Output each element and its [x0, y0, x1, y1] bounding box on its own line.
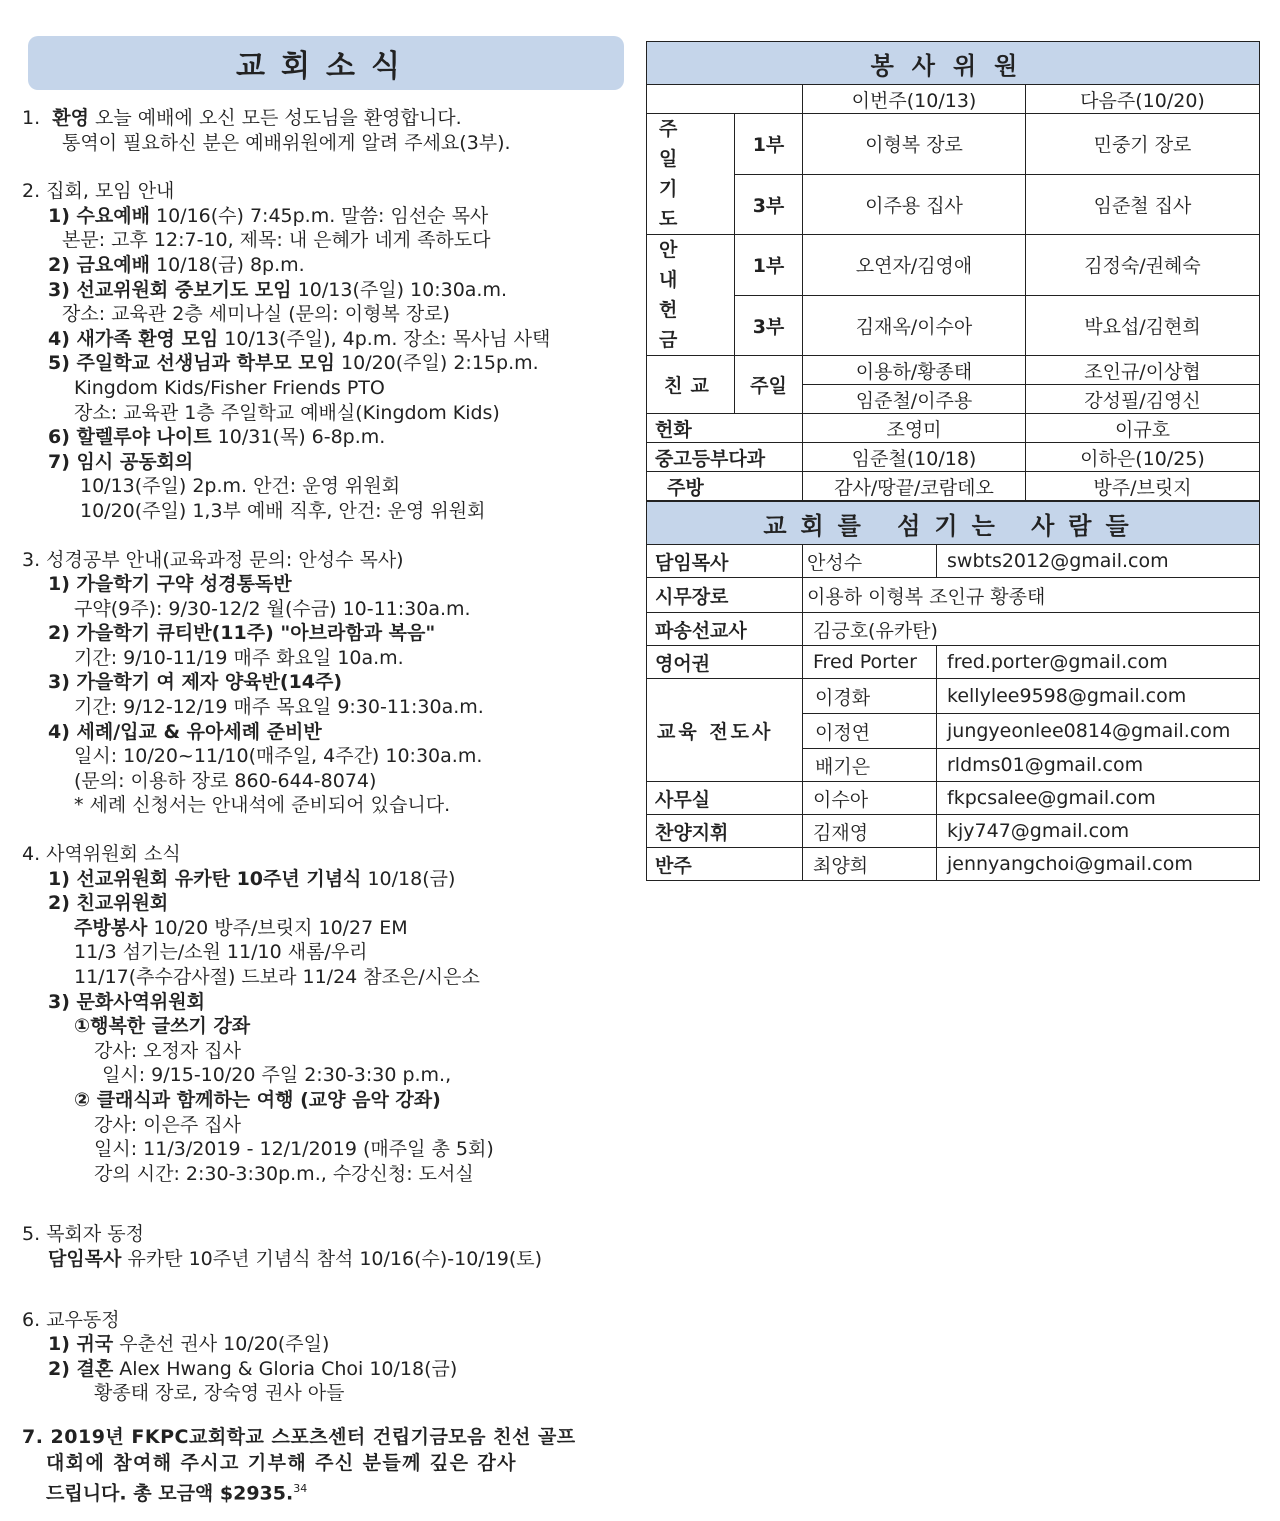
choir-name: 김재영 — [803, 815, 937, 848]
youth-label: 중고등부다과 — [647, 443, 803, 472]
s2-item-4: 4) 새가족 환영 모임 10/13(주일), 4p.m. 장소: 목사님 사택 — [48, 327, 551, 350]
s4-item-3b-time: 강의 시간: 2:30-3:30p.m., 수강신청: 도서실 — [94, 1162, 474, 1185]
s4-item-3: 3) 문화사역위원회 — [48, 990, 205, 1013]
prayer-3-next: 임준철 집사 — [1026, 174, 1260, 235]
s2-item-1-detail: 본문: 고후 12:7-10, 제목: 내 은혜가 네게 족하도다 — [62, 229, 491, 252]
s6-item-1: 1) 귀국 우춘선 권사 10/20(주일) — [48, 1333, 330, 1356]
s2-heading: 2. 집회, 모임 안내 — [22, 180, 175, 203]
kitchen-next: 방주/브릿지 — [1026, 472, 1260, 501]
s4-item-2-kitchen: 주방봉사 10/20 방주/브릿지 10/27 EM — [74, 916, 408, 939]
s6-item-2-detail: 황종태 장로, 장숙영 권사 아들 — [94, 1382, 345, 1405]
s4-item-2-line4: 11/17(추수감사절) 드보라 11/24 참조은/시은소 — [74, 966, 480, 988]
s7-notice — [22, 1424, 628, 1505]
s2-item-7: 7) 임시 공동회의 — [48, 450, 194, 473]
s1-line2: 통역이 필요하신 분은 예배위원에게 알려 주세요(3부). — [62, 131, 511, 154]
office-email: fkpcsalee@gmail.com — [937, 782, 1260, 815]
s3-item-4-detail: 일시: 10/20~11/10(매주일, 4주간) 10:30a.m. — [74, 745, 483, 768]
english-email: fred.porter@gmail.com — [937, 646, 1260, 679]
fellowship-next-b: 강성필/김영신 — [1026, 385, 1260, 414]
news-list — [22, 106, 632, 1406]
s2-item-3: 3) 선교위원회 중보기도 모임 10/13(주일) 10:30a.m. — [48, 278, 508, 301]
fellowship-label: 친교 — [647, 356, 735, 414]
accomp-label: 반주 — [647, 848, 803, 881]
s6-item-2: 2) 결혼 Alex Hwang & Gloria Choi 10/18(금) — [48, 1357, 458, 1380]
edu-label: 교육 전도사 — [647, 679, 803, 782]
s3-item-3: 3) 가을학기 여 제자 양육반(14주) — [48, 671, 343, 694]
fellowship-this-a: 이용하/황종태 — [803, 356, 1026, 385]
prayer-1-label: 1부 — [735, 114, 803, 175]
flower-next: 이규호 — [1026, 414, 1260, 443]
fellowship-this-b: 임준철/이주용 — [803, 385, 1026, 414]
usher-1-label: 1부 — [735, 235, 803, 296]
s3-item-4-note: * 세례 신청서는 안내석에 준비되어 있습니다. — [74, 794, 451, 817]
youth-next: 이하은(10/25) — [1026, 443, 1260, 472]
s1-heading: 1. 환영 오늘 예배에 오신 모든 성도님을 환영합니다. — [22, 107, 462, 129]
s4-item-2: 2) 친교위원회 — [48, 892, 169, 915]
pastor-name: 안성수 — [803, 545, 937, 578]
office-label: 사무실 — [647, 782, 803, 815]
fellowship-sub: 주일 — [735, 356, 803, 414]
choir-email: kjy747@gmail.com — [937, 815, 1260, 848]
prayer-label: 주 일 기 도 — [647, 114, 735, 235]
s3-item-3-detail: 기간: 9/12-12/19 매주 목요일 9:30-11:30a.m. — [74, 696, 484, 719]
s4-item-3b-lecturer: 강사: 이은주 집사 — [94, 1113, 241, 1136]
s2-item-5-place: 장소: 교육관 1층 주일학교 예배실(Kingdom Kids) — [74, 401, 500, 424]
staff-table — [646, 501, 1260, 881]
fellowship-next-a: 조인규/이상협 — [1026, 356, 1260, 385]
s3-item-4: 4) 세례/입교 & 유아세례 준비반 — [48, 720, 322, 743]
elders-names: 이용하 이형복 조인규 황종태 — [803, 578, 1260, 613]
usher-3-label: 3부 — [735, 295, 803, 356]
edu2-name: 이정연 — [803, 714, 937, 749]
s7-line1: 7. 2019년 FKPC교회학교 스포츠센터 건립기금모음 친선 골프 — [22, 1426, 576, 1448]
s4-item-3a-lecturer: 강사: 오정자 집사 — [94, 1039, 241, 1062]
choir-label: 찬양지휘 — [647, 815, 803, 848]
s2-item-7-a: 10/13(주일) 2p.m. 안건: 운영 위원회 — [80, 475, 401, 498]
edu1-name: 이경화 — [803, 679, 937, 714]
s2-item-6: 6) 할렐루야 나이트 10/31(목) 6-8p.m. — [48, 426, 386, 449]
s2-item-1: 1) 수요예배 10/16(수) 7:45p.m. 말씀: 임선순 목사 — [48, 204, 489, 227]
s7-line2: 대회에 참여해 주시고 기부해 주신 분들께 깊은 감사 — [46, 1452, 517, 1474]
prayer-1-this: 이형복 장로 — [803, 114, 1026, 175]
youth-this: 임준철(10/18) — [803, 443, 1026, 472]
s3-item-1-detail: 구약(9주): 9/30-12/2 월(수금) 10-11:30a.m. — [74, 597, 471, 620]
edu1-email: kellylee9598@gmail.com — [937, 679, 1260, 714]
s4-item-3b: ② 클래식과 함께하는 여행 (교양 음악 강좌) — [74, 1088, 441, 1111]
s2-item-3-detail: 장소: 교육관 2층 세미나실 (문의: 이형복 장로) — [62, 303, 450, 326]
service-title: 봉사위원 — [647, 42, 1260, 85]
elders-label: 시무장로 — [647, 578, 803, 613]
pastor-email: swbts2012@gmail.com — [937, 545, 1260, 578]
staff-title: 교회를 섬기는 사람들 — [647, 502, 1260, 545]
s3-item-1: 1) 가을학기 구약 성경통독반 — [48, 573, 292, 596]
s2-item-5-detail: Kingdom Kids/Fisher Friends PTO — [74, 376, 385, 399]
office-name: 이수아 — [803, 782, 937, 815]
usher-3-this: 김재옥/이수아 — [803, 295, 1026, 356]
english-name: Fred Porter — [803, 646, 937, 679]
s6-heading: 6. 교우동정 — [22, 1308, 120, 1331]
flower-label: 헌화 — [647, 414, 803, 443]
english-label: 영어권 — [647, 646, 803, 679]
edu2-email: jungyeonlee0814@gmail.com — [937, 714, 1260, 749]
s2-item-7-b: 10/20(주일) 1,3부 예배 직후, 안건: 운영 위원회 — [80, 499, 486, 522]
s4-item-3a: ①행복한 글쓰기 강좌 — [74, 1015, 251, 1038]
usher-label: 안 내 헌 금 — [647, 235, 735, 356]
kitchen-label: 주방 — [647, 472, 803, 501]
s3-item-2-detail: 기간: 9/10-11/19 매주 화요일 10a.m. — [74, 646, 404, 669]
accomp-name: 최양희 — [803, 848, 937, 881]
s3-item-2: 2) 가을학기 큐티반(11주) "아브라함과 복음" — [48, 622, 436, 645]
s4-heading: 4. 사역위원회 소식 — [22, 843, 181, 866]
accomp-email: jennyangchoi@gmail.com — [937, 848, 1260, 881]
service-corner — [647, 85, 803, 114]
missionary-label: 파송선교사 — [647, 613, 803, 646]
s3-heading: 3. 성경공부 안내(교육과정 문의: 안성수 목사) — [22, 548, 404, 571]
s7-line3: 드립니다. 총 모금액 $2935.34 — [46, 1482, 308, 1505]
s2-item-2: 2) 금요예배 10/18(금) 8p.m. — [48, 253, 305, 276]
col-next-week: 다음주(10/20) — [1026, 85, 1260, 114]
s4-item-1: 1) 선교위원회 유카탄 10주년 기념식 10/18(금) — [48, 867, 456, 890]
news-title: 교회소식 — [28, 36, 624, 90]
prayer-1-next: 민중기 장로 — [1026, 114, 1260, 175]
s2-item-5: 5) 주일학교 선생님과 학부모 모임 10/20(주일) 2:15p.m. — [48, 352, 539, 375]
pastor-label: 담임목사 — [647, 545, 803, 578]
flower-this: 조영미 — [803, 414, 1026, 443]
s4-item-3a-date: 일시: 9/15-10/20 주일 2:30-3:30 p.m., — [102, 1064, 452, 1087]
usher-1-next: 김정숙/권혜숙 — [1026, 235, 1260, 296]
s5-heading: 5. 목회자 동정 — [22, 1223, 144, 1246]
prayer-3-this: 이주용 집사 — [803, 174, 1026, 235]
s4-item-2-line3: 11/3 섬기는/소원 11/10 새롬/우리 — [74, 941, 368, 964]
s3-item-4-contact: (문의: 이용하 장로 860-644-8074) — [74, 769, 377, 792]
usher-1-this: 오연자/김영애 — [803, 235, 1026, 296]
prayer-3-label: 3부 — [735, 174, 803, 235]
kitchen-this: 감사/땅끝/코람데오 — [803, 472, 1026, 501]
service-table — [646, 41, 1260, 501]
col-this-week: 이번주(10/13) — [803, 85, 1026, 114]
missionary-name: 김긍호(유카탄) — [803, 613, 1260, 646]
usher-3-next: 박요섭/김현희 — [1026, 295, 1260, 356]
edu3-email: rldms01@gmail.com — [937, 749, 1260, 782]
s5-item-1: 담임목사 유카탄 10주년 기념식 참석 10/16(수)-10/19(토) — [48, 1247, 543, 1270]
s4-item-3b-date: 일시: 11/3/2019 - 12/1/2019 (매주일 총 5회) — [94, 1138, 494, 1161]
edu3-name: 배기은 — [803, 749, 937, 782]
